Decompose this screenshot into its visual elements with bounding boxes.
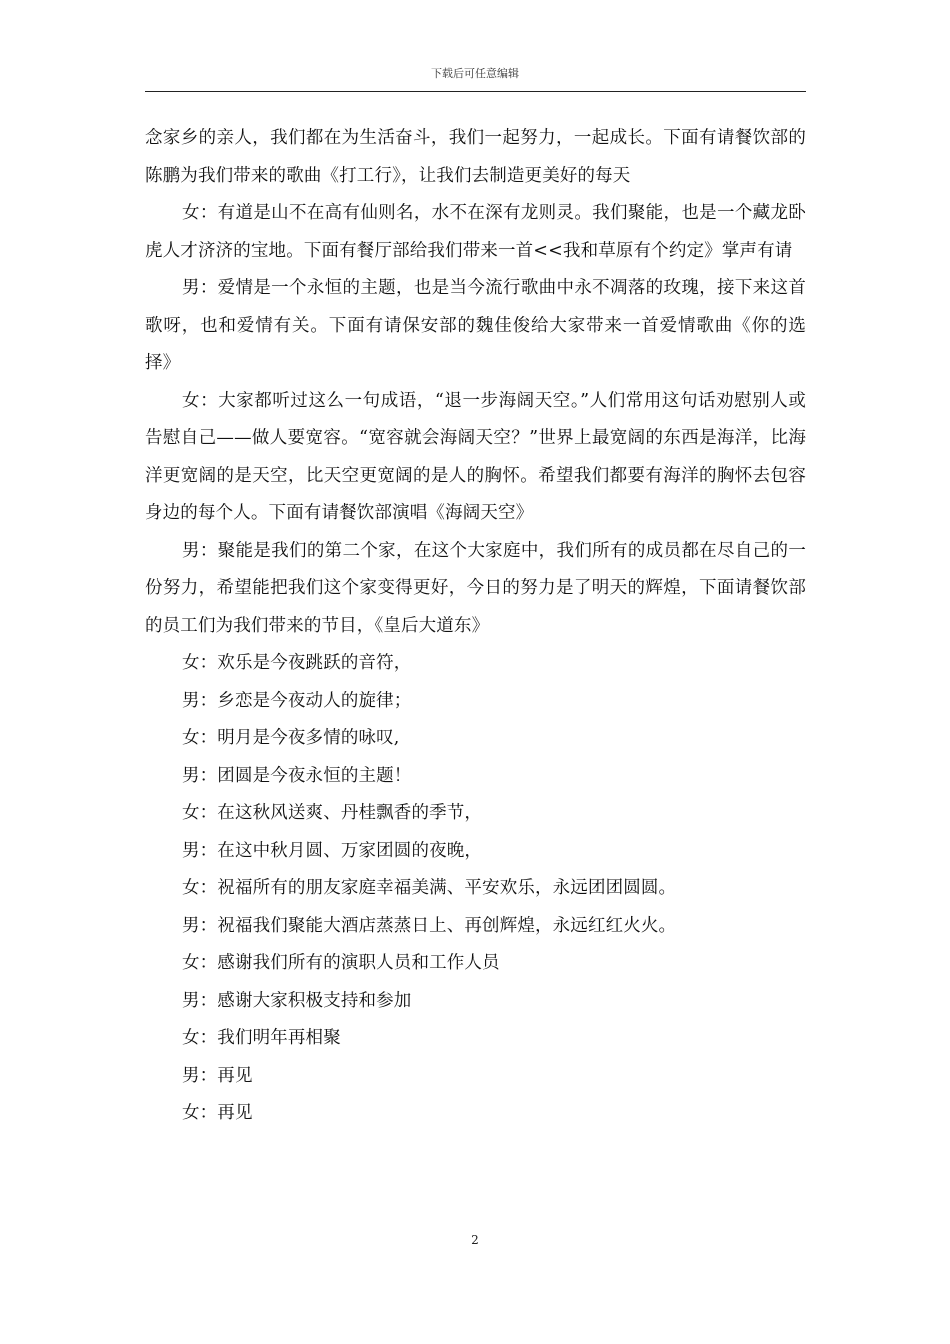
dialogue-line: 女：欢乐是今夜跳跃的音符， (182, 653, 412, 673)
paragraph: 女：有道是山不在高有仙则名，水不在深有龙则灵。我们聚能，也是一个藏龙卧虎人才济济的宝地。下面有餐厅部给我们带来一首<<我和草原有个约定》掌声有请 (145, 203, 806, 261)
dialogue-line: 女：在这秋风送爽、丹桂飘香的季节， (182, 803, 483, 823)
document-body (145, 120, 806, 1133)
dialogue-line: 男：乡恋是今夜动人的旋律； (182, 690, 412, 711)
dialogue-line: 女：感谢我们所有的演职人员和工作人员 (182, 953, 500, 973)
dialogue-line: 男：在这中秋月圆、万家团圆的夜晚， (182, 840, 483, 861)
paragraph-continued: 念家乡的亲人，我们都在为生活奋斗，我们一起努力，一起成长。下面有请餐饮部的陈鹏为我们带来的歌曲《打工行》，让我们去制造更美好的每天 (145, 128, 806, 186)
dialogue-line: 女：祝福所有的朋友家庭幸福美满、平安欢乐，永远团团圆圆。 (182, 878, 677, 898)
dialogue-line: 女：再见 (182, 1103, 253, 1123)
dialogue-line: 女：我们明年再相聚 (182, 1028, 341, 1048)
dialogue-line: 女：明月是今夜多情的咏叹, (182, 728, 400, 748)
page-header: 下载后可任意编辑 (431, 67, 519, 80)
dialogue-line: 男：团圆是今夜永恒的主题！ (182, 765, 412, 786)
header-divider (145, 91, 806, 92)
page-number: 2 (471, 1233, 479, 1247)
paragraph: 男：聚能是我们的第二个家，在这个大家庭中，我们所有的成员都在尽自己的一份努力，希望能把我们这个家变得更好，今日的努力是了明天的辉煌，下面请餐饮部的员工们为我们带来的节目，《皇后大道东》 (145, 540, 806, 636)
dialogue-line: 男：再见 (182, 1065, 253, 1086)
dialogue-line: 男：祝福我们聚能大酒店蒸蒸日上、再创辉煌，永远红红火火。 (182, 915, 677, 936)
paragraph: 女：大家都听过这么一句成语，“退一步海阔天空。”人们常用这句话劝慰别人或告慰自己——做人要宽容。“宽容就会海阔天空？”世界上最宽阔的东西是海洋，比海洋更宽阔的是天空，比天空更宽阔的是人的胸怀。希望我们都要有海洋的胸怀去包容身边的每个人。下面有请餐饮部演唱《海阔天空》 (145, 390, 806, 523)
paragraph: 男：爱情是一个永恒的主题，也是当今流行歌曲中永不凋落的玫瑰，接下来这首歌呀，也和爱情有关。下面有请保安部的魏佳俊给大家带来一首爱情歌曲《你的选择》 (145, 278, 806, 373)
dialogue-line: 男：感谢大家积极支持和参加 (182, 990, 412, 1011)
